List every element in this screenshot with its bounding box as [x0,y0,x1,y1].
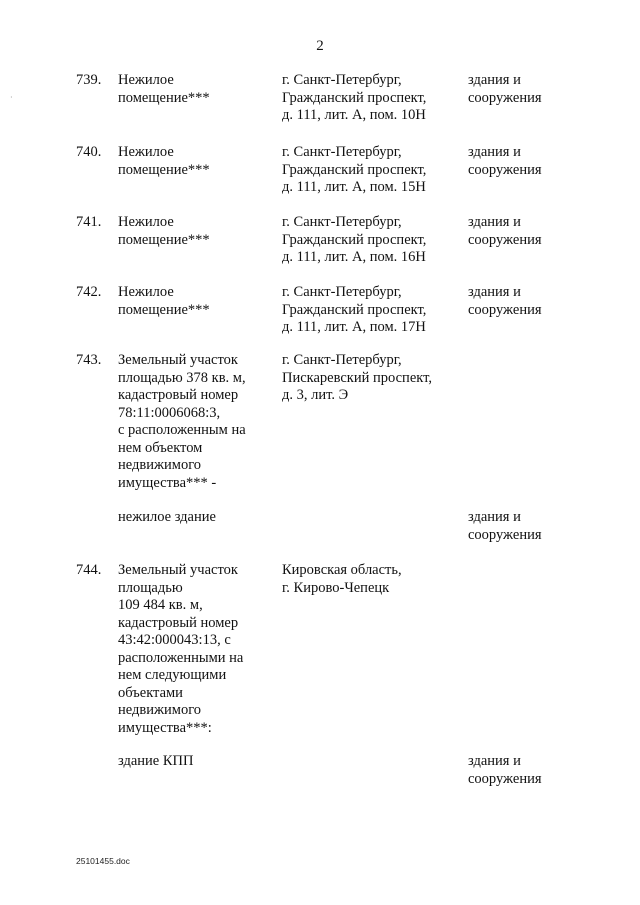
entry-number: 742. [76,284,102,300]
entry-name: Нежилое помещение*** [118,214,210,248]
entry-number: 743. [76,352,102,368]
subitem-type: здания и сооружения [468,753,542,787]
entry-number: 740. [76,144,102,160]
stray-mark: · [10,93,13,102]
entry-address: г. Санкт-Петербург, Гражданский проспект, д. 111, лит. А, пом. 10Н [282,72,427,123]
entry-address: г. Санкт-Петербург, Гражданский проспект, д. 111, лит. А, пом. 15Н [282,144,427,195]
entry-number: 741. [76,214,102,230]
entry-address: г. Санкт-Петербург, Пискаревский проспект, д. 3, лит. Э [282,352,432,403]
entry-address: Кировская область, г. Кирово-Чепецк [282,562,402,596]
entry-type: здания и сооружения [468,144,542,178]
entry-address: г. Санкт-Петербург, Гражданский проспект, д. 111, лит. А, пом. 16Н [282,214,427,265]
subitem-name: нежилое здание [118,509,216,525]
entry-name: Нежилое помещение*** [118,144,210,178]
entry-number: 744. [76,562,102,578]
entry-name: Нежилое помещение*** [118,72,210,106]
entry-number: 739. [76,72,102,88]
entry-name: Земельный участок площадью 109 484 кв. м, кадастровый номер 43:42:000043:13, с расположенными на нем следующими объектами недвижимого имущества***: [118,562,244,736]
subitem-name: здание КПП [118,753,194,769]
entry-name: Нежилое помещение*** [118,284,210,318]
entry-type: здания и сооружения [468,284,542,318]
entry-type: здания и сооружения [468,214,542,248]
footer-filename: 25101455.doc [76,856,130,866]
entry-address: г. Санкт-Петербург, Гражданский проспект, д. 111, лит. А, пом. 17Н [282,284,427,335]
subitem-type: здания и сооружения [468,509,542,543]
page-number: 2 [316,38,324,54]
entry-type: здания и сооружения [468,72,542,106]
entry-name: Земельный участок площадью 378 кв. м, кадастровый номер 78:11:0006068:3, с расположенным на нем объектом недвижимого имущества*** - [118,352,246,491]
